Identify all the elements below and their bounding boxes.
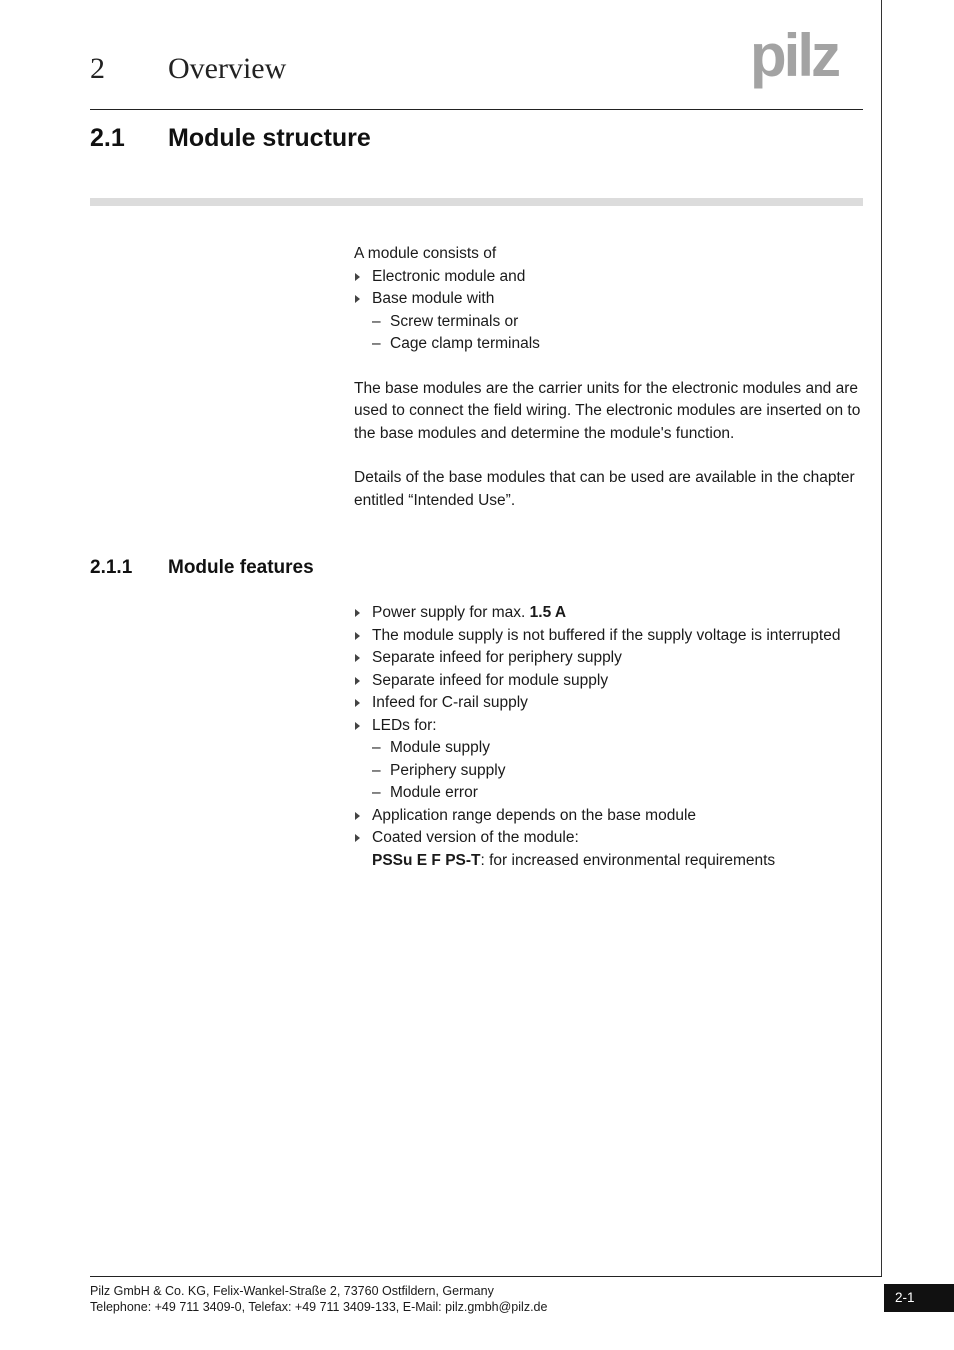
page-number-badge: 2-1 bbox=[884, 1284, 954, 1312]
list-item-text: The module supply is not buffered if the supply voltage is interrupted bbox=[372, 626, 841, 644]
sublist-item bbox=[354, 311, 866, 334]
features-list-continued bbox=[354, 805, 866, 873]
footer-rule bbox=[90, 1276, 882, 1277]
list-item bbox=[354, 670, 866, 693]
subsection-number: 2.1.1 bbox=[90, 557, 133, 578]
subsection-heading bbox=[90, 557, 314, 579]
dash-bullet-icon: – bbox=[372, 312, 381, 330]
list-item bbox=[354, 647, 866, 670]
list-item-text: Coated version of the module: bbox=[372, 829, 579, 846]
list-item bbox=[354, 692, 866, 715]
section-title: Module structure bbox=[168, 124, 371, 152]
triangle-bullet-icon bbox=[355, 812, 360, 820]
pilz-logo-icon bbox=[748, 28, 866, 94]
chapter-heading bbox=[90, 52, 286, 86]
list-item-text: Application range depends on the base module bbox=[372, 806, 697, 824]
list-item-text: Separate infeed for periphery supply bbox=[372, 649, 622, 666]
triangle-bullet-icon bbox=[355, 609, 360, 617]
intro-paragraph: The base modules are the carrier units for the electronic modules and are used to connect the field wiring. The electronic modules are inserted on to the base modules and determine the module's function. bbox=[354, 379, 861, 442]
list-item-text: Base module with bbox=[372, 290, 495, 307]
footer-line-address: Pilz GmbH & Co. KG, Felix-Wankel-Straße 2, 73760 Ostfildern, Germany bbox=[90, 1284, 494, 1298]
footer-address bbox=[90, 1283, 547, 1315]
triangle-bullet-icon bbox=[355, 654, 360, 662]
intro-paragraph: Details of the base modules that can be used are available in the chapter entitled “Intended Use”. bbox=[354, 469, 855, 509]
sublist-item-text: Cage clamp terminals bbox=[390, 335, 540, 352]
list-item bbox=[354, 288, 866, 311]
list-item bbox=[354, 625, 866, 648]
footer-line-contact: Telephone: +49 711 3409-0, Telefax: +49 711 3409-133, E-Mail: pilz.gmbh@pilz.de bbox=[90, 1300, 548, 1314]
list-item bbox=[354, 715, 866, 738]
list-item-text: LEDs for: bbox=[372, 716, 437, 734]
dash-bullet-icon: – bbox=[372, 335, 381, 352]
header-rule bbox=[90, 109, 863, 110]
dash-bullet-icon: – bbox=[372, 761, 381, 779]
section-heading bbox=[90, 124, 371, 153]
triangle-bullet-icon bbox=[355, 677, 360, 685]
list-item-text: Separate infeed for module supply bbox=[372, 671, 609, 689]
triangle-bullet-icon bbox=[355, 273, 360, 281]
list-item bbox=[354, 827, 866, 872]
triangle-bullet-icon bbox=[355, 632, 360, 640]
sublist-item-text: Module error bbox=[390, 784, 478, 801]
features-list bbox=[354, 602, 866, 737]
triangle-bullet-icon bbox=[355, 699, 360, 707]
sublist-item-text: Periphery supply bbox=[390, 761, 506, 779]
list-item-text: Infeed for C-rail supply bbox=[372, 694, 528, 711]
sublist-item bbox=[354, 333, 866, 356]
sublist-item bbox=[354, 760, 866, 783]
list-item bbox=[354, 805, 866, 828]
pilz-logo-text: pilz bbox=[750, 28, 838, 89]
subsection-title: Module features bbox=[168, 557, 314, 578]
list-item-text: Power supply for max. bbox=[372, 604, 530, 621]
sublist-item bbox=[354, 782, 866, 805]
chapter-title: Overview bbox=[168, 52, 287, 85]
list-item-text: Electronic module and bbox=[372, 267, 526, 285]
list-item bbox=[354, 266, 866, 289]
power-value: 1.5 A bbox=[529, 604, 567, 621]
leds-sublist bbox=[354, 737, 866, 805]
triangle-bullet-icon bbox=[355, 295, 360, 303]
sublist-item bbox=[354, 737, 866, 760]
intro-sublist bbox=[354, 311, 866, 356]
coated-product-name: PSSu E F PS-T bbox=[372, 851, 481, 869]
dash-bullet-icon: – bbox=[372, 739, 381, 756]
intro-list bbox=[354, 266, 866, 311]
coated-product-description: : for increased environmental requirements bbox=[480, 851, 776, 869]
intro-block bbox=[354, 243, 866, 512]
dash-bullet-icon: – bbox=[372, 784, 381, 801]
page-margin-rule bbox=[881, 0, 882, 1277]
chapter-number: 2 bbox=[90, 52, 105, 85]
sublist-item-text: Module supply bbox=[390, 739, 490, 756]
list-item bbox=[354, 602, 866, 625]
section-divider-band bbox=[90, 198, 863, 206]
intro-lead: A module consists of bbox=[354, 245, 497, 262]
features-block bbox=[354, 602, 866, 872]
triangle-bullet-icon bbox=[355, 834, 360, 842]
triangle-bullet-icon bbox=[355, 722, 360, 730]
sublist-item-text: Screw terminals or bbox=[390, 312, 519, 330]
section-number: 2.1 bbox=[90, 124, 125, 152]
